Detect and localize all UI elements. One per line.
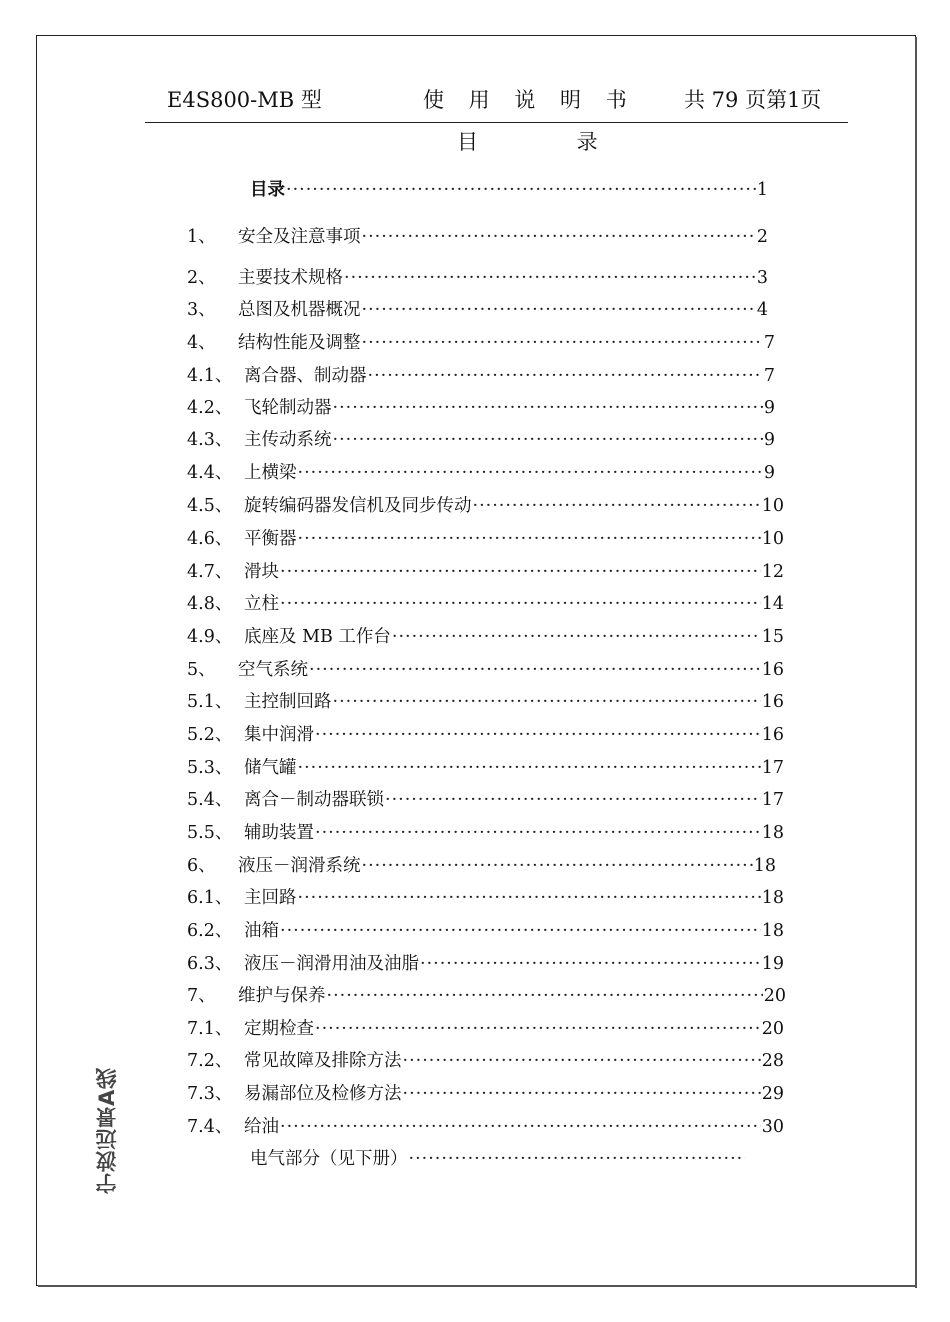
toc-leader-dots xyxy=(403,1081,761,1107)
toc-entry xyxy=(250,177,768,203)
toc-entry-label: 辅助装置 xyxy=(244,823,314,843)
toc-entry xyxy=(244,951,784,977)
toc-leader-dots xyxy=(280,1114,761,1140)
toc-entry-label: 上横梁 xyxy=(244,463,297,483)
toc-entry xyxy=(244,1114,784,1140)
toc-entry-page: 10 xyxy=(761,529,784,549)
toc-entry-page: 17 xyxy=(761,758,784,778)
toc-entry-page: 3 xyxy=(756,268,768,288)
toc-entry xyxy=(244,1016,784,1042)
toc-entry xyxy=(244,1048,784,1074)
toc-entry-page: 9 xyxy=(763,463,775,483)
document-header xyxy=(0,84,950,114)
toc-leader-dots xyxy=(315,820,761,846)
toc-leader-dots xyxy=(473,493,761,519)
toc-entry xyxy=(244,624,784,650)
toc-entry-page: 16 xyxy=(761,725,784,745)
header-rule xyxy=(145,122,848,123)
toc-entry xyxy=(244,559,784,585)
toc-entry xyxy=(244,820,784,846)
toc-heading: 目 录 xyxy=(457,130,644,154)
toc-leader-dots xyxy=(368,363,763,389)
toc-entry-label: 维护与保养 xyxy=(238,986,326,1006)
toc-entry-label: 安全及注意事项 xyxy=(238,227,361,247)
toc-entry-number: 4.1、 xyxy=(187,366,233,386)
toc-entry-number: 6.3、 xyxy=(187,954,233,974)
toc-entry-number: 5.3、 xyxy=(187,758,233,778)
toc-entry-page: 19 xyxy=(761,954,784,974)
toc-leader-dots xyxy=(409,1146,746,1172)
toc-entry-number: 5.5、 xyxy=(187,823,233,843)
toc-entry-number: 5、 xyxy=(187,660,216,680)
toc-entry-label: 总图及机器概况 xyxy=(238,300,361,320)
toc-leader-dots xyxy=(298,755,761,781)
toc-entry-page: 18 xyxy=(761,888,784,908)
stamp-mark: 宁波远景A线 xyxy=(95,1066,119,1195)
toc-entry-number: 7.4、 xyxy=(187,1117,233,1137)
toc-entry-number: 4、 xyxy=(187,333,216,353)
toc-entry-page: 29 xyxy=(761,1084,784,1104)
toc-entry-page: 12 xyxy=(761,562,784,582)
toc-entry-page: 4 xyxy=(756,300,768,320)
toc-entry-number: 3、 xyxy=(187,300,216,320)
toc-entry-page: 7 xyxy=(763,333,775,353)
toc-entry-number: 5.2、 xyxy=(187,725,233,745)
toc-entry-label: 电气部分（见下册） xyxy=(250,1149,408,1169)
toc-entry-page: 14 xyxy=(761,594,784,614)
toc-entry-number: 1、 xyxy=(187,227,216,247)
toc-entry-number: 6、 xyxy=(187,856,216,876)
toc-entry-label: 立柱 xyxy=(244,594,279,614)
toc-entry-label: 液压－润滑用油及油脂 xyxy=(244,954,419,974)
toc-leader-dots xyxy=(298,526,761,552)
toc-leader-dots xyxy=(403,1048,761,1074)
toc-leader-dots xyxy=(286,177,756,203)
toc-entry xyxy=(238,224,768,250)
toc-leader-dots xyxy=(298,885,761,911)
toc-entry-number: 4.8、 xyxy=(187,594,233,614)
page-border-shadow-right xyxy=(915,37,917,1288)
toc-leader-dots xyxy=(309,657,761,683)
toc-entry xyxy=(244,755,784,781)
toc-entry-label: 储气罐 xyxy=(244,758,297,778)
toc-entry-page: 20 xyxy=(761,1019,784,1039)
toc-entry-number: 4.2、 xyxy=(187,398,233,418)
toc-entry-label: 旋转编码器发信机及同步传动 xyxy=(244,496,472,516)
toc-entry-page: 18 xyxy=(761,823,784,843)
toc-entry-label: 定期检查 xyxy=(244,1019,314,1039)
toc-entry-page: 10 xyxy=(761,496,784,516)
toc-entry-page: 9 xyxy=(763,398,775,418)
toc-entry-page: 16 xyxy=(761,660,784,680)
document-title: 使 用 说 明 书 xyxy=(423,88,636,112)
toc-entry xyxy=(244,591,784,617)
toc-entry-page: 20 xyxy=(763,986,786,1006)
toc-entry xyxy=(244,427,775,453)
toc-entry-label: 平衡器 xyxy=(244,529,297,549)
toc-entry-page: 30 xyxy=(761,1117,784,1137)
toc-entry-label: 易漏部位及检修方法 xyxy=(244,1084,402,1104)
toc-entry-label: 主控制回路 xyxy=(244,692,332,712)
toc-entry-page: 7 xyxy=(763,366,775,386)
toc-entry xyxy=(244,885,784,911)
toc-entry-page: 2 xyxy=(756,227,768,247)
toc-entry xyxy=(244,395,775,421)
toc-entry-label: 底座及 MB 工作台 xyxy=(244,627,391,647)
toc-leader-dots xyxy=(362,297,756,323)
toc-entry-page: 16 xyxy=(761,692,784,712)
toc-entry-page: 1 xyxy=(756,180,768,200)
toc-entry-label: 液压－润滑系统 xyxy=(238,856,361,876)
toc-entry xyxy=(244,363,775,389)
page-info: 共 79 页第1页 xyxy=(684,88,822,112)
toc-entry xyxy=(238,983,786,1009)
toc-entry-number: 5.1、 xyxy=(187,692,233,712)
toc-leader-dots xyxy=(333,427,763,453)
toc-leader-dots xyxy=(327,983,763,1009)
toc-entry xyxy=(238,297,768,323)
toc-entry xyxy=(250,1146,746,1172)
toc-entry-number: 7.1、 xyxy=(187,1019,233,1039)
toc-leader-dots xyxy=(315,1016,761,1042)
toc-leader-dots xyxy=(280,591,761,617)
toc-entry-number: 2、 xyxy=(187,268,216,288)
toc-entry-label: 结构性能及调整 xyxy=(238,333,361,353)
toc-entry-label: 滑块 xyxy=(244,562,279,582)
toc-entry-number: 6.1、 xyxy=(187,888,233,908)
toc-entry-label: 飞轮制动器 xyxy=(244,398,332,418)
toc-entry-page: 18 xyxy=(753,856,776,876)
toc-leader-dots xyxy=(362,853,753,879)
toc-entry-number: 4.6、 xyxy=(187,529,233,549)
toc-entry-number: 7.3、 xyxy=(187,1084,233,1104)
toc-entry-page: 17 xyxy=(761,790,784,810)
toc-leader-dots xyxy=(420,951,761,977)
toc-entry-label: 集中润滑 xyxy=(244,725,314,745)
toc-leader-dots xyxy=(362,224,756,250)
toc-leader-dots xyxy=(333,395,763,421)
toc-entry-label: 离合器、制动器 xyxy=(244,366,367,386)
toc-entry-label: 常见故障及排除方法 xyxy=(244,1051,402,1071)
toc-entry xyxy=(244,787,784,813)
toc-entry xyxy=(238,330,775,356)
toc-entry-label: 目录 xyxy=(250,180,285,200)
toc-entry-label: 主传动系统 xyxy=(244,430,332,450)
toc-entry xyxy=(244,493,784,519)
toc-entry-page: 28 xyxy=(761,1051,784,1071)
toc-entry xyxy=(244,918,784,944)
toc-entry-number: 6.2、 xyxy=(187,921,233,941)
toc-entry xyxy=(238,657,784,683)
toc-entry-page: 9 xyxy=(763,430,775,450)
toc-entry xyxy=(244,722,784,748)
toc-entry-number: 5.4、 xyxy=(187,790,233,810)
toc-leader-dots xyxy=(280,918,761,944)
toc-leader-dots xyxy=(392,624,761,650)
toc-entry-page: 18 xyxy=(761,921,784,941)
toc-entry-label: 空气系统 xyxy=(238,660,308,680)
page-border-shadow-bottom xyxy=(38,1285,917,1287)
toc-entry-label: 油箱 xyxy=(244,921,279,941)
toc-entry xyxy=(238,853,776,879)
toc-entry xyxy=(244,689,784,715)
toc-leader-dots xyxy=(315,722,761,748)
toc-leader-dots xyxy=(298,460,763,486)
toc-entry-page: 15 xyxy=(761,627,784,647)
model-number: E4S800-MB 型 xyxy=(167,88,322,112)
toc-entry-number: 4.4、 xyxy=(187,463,233,483)
toc-entry-number: 4.9、 xyxy=(187,627,233,647)
toc-entry-label: 主回路 xyxy=(244,888,297,908)
toc-entry-number: 7.2、 xyxy=(187,1051,233,1071)
toc-leader-dots xyxy=(333,689,761,715)
toc-entry-number: 4.7、 xyxy=(187,562,233,582)
toc-entry-number: 4.3、 xyxy=(187,430,233,450)
toc-entry-number: 4.5、 xyxy=(187,496,233,516)
toc-entry-label: 离合－制动器联锁 xyxy=(244,790,384,810)
toc-entry xyxy=(244,526,784,552)
toc-entry xyxy=(238,265,768,291)
toc-entry-number: 7、 xyxy=(187,986,216,1006)
toc-entry-label: 主要技术规格 xyxy=(238,268,343,288)
toc-leader-dots xyxy=(385,787,761,813)
toc-leader-dots xyxy=(344,265,756,291)
toc-leader-dots xyxy=(280,559,761,585)
toc-entry-label: 给油 xyxy=(244,1117,279,1137)
toc-entry xyxy=(244,1081,784,1107)
toc-entry xyxy=(244,460,775,486)
toc-leader-dots xyxy=(362,330,763,356)
